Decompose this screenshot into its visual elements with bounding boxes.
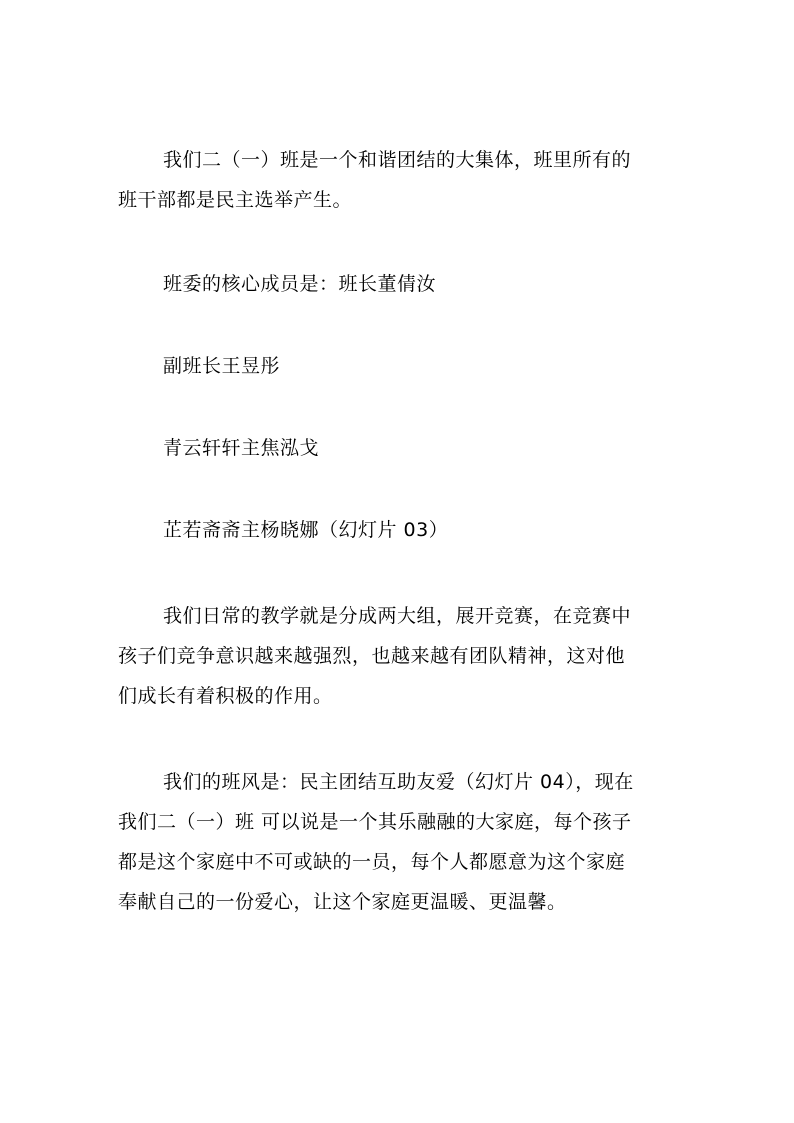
text-line: 孩子们竞争意识越来越强烈，也越来越有团队精神，这对他	[118, 645, 626, 667]
paragraph-vice-monitor	[118, 346, 678, 386]
text-line: 我们的班风是：民主团结互助友爱（幻灯片 04），现在	[163, 771, 634, 793]
text-line: 都是这个家庭中不可或缺的一员，每个人都愿意为这个家庭	[118, 851, 626, 873]
text-line: 副班长王昱彤	[163, 355, 281, 377]
paragraph-class-intro	[118, 140, 678, 220]
paragraph-teaching-competition	[118, 596, 678, 716]
text-line: 青云轩轩主焦泓戈	[163, 437, 320, 459]
text-line: 我们二（一）班是一个和谐团结的大集体，班里所有的	[163, 149, 632, 171]
text-line: 我们日常的教学就是分成两大组，展开竞赛，在竞赛中	[163, 605, 632, 627]
text-line: 班干部都是民主选举产生。	[118, 189, 353, 211]
paragraph-group-leader-1	[118, 428, 678, 468]
text-line: 芷若斋斋主杨晓娜（幻灯片 03）	[163, 519, 449, 541]
paragraph-class-spirit	[118, 762, 678, 922]
text-line: 们成长有着积极的作用。	[118, 685, 333, 707]
text-line: 我们二（一）班 可以说是一个其乐融融的大家庭，每个孩子	[118, 811, 632, 833]
paragraph-committee-members	[118, 264, 678, 304]
text-line: 班委的核心成员是：班长董倩汝	[163, 273, 437, 295]
paragraph-group-leader-2	[118, 510, 678, 550]
text-line: 奉献自己的一份爱心，让这个家庭更温暖、更温馨。	[118, 891, 567, 913]
